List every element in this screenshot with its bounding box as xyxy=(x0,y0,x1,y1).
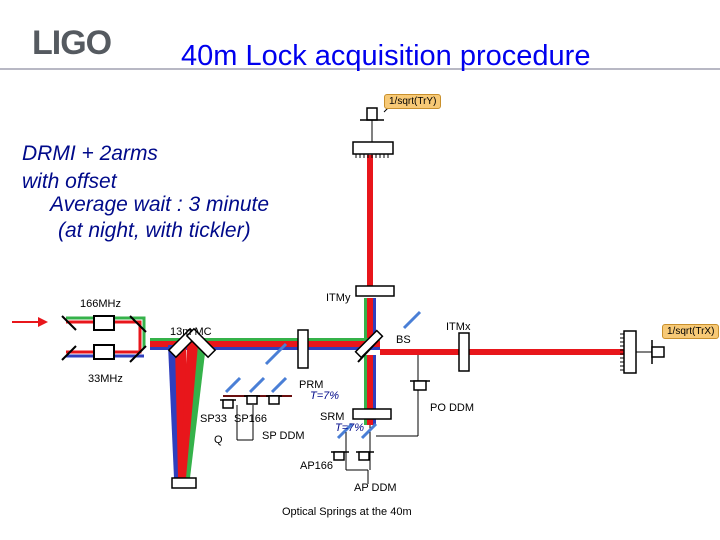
bs-label: BS xyxy=(396,334,411,346)
x-arm-beam xyxy=(380,349,635,355)
freq-166-label: 166MHz xyxy=(80,298,121,310)
slide-title: 40m Lock acquisition procedure xyxy=(181,40,591,72)
itmy-label: ITMy xyxy=(326,292,351,304)
etmx-mirror xyxy=(624,331,636,373)
mc-steer-4 xyxy=(130,346,146,362)
sp166-label: SP166 xyxy=(234,413,268,425)
pickoff-mirror-ap2 xyxy=(362,424,376,438)
trx-detector xyxy=(652,347,664,357)
ap166-label: AP166 xyxy=(300,460,334,472)
itmx-label: ITMx xyxy=(446,321,471,333)
srm-label: SRM xyxy=(320,411,345,423)
etmy-mirror xyxy=(353,142,393,154)
caption: Optical Springs at the 40m xyxy=(282,506,412,518)
note-line-1: DRMI + 2arms xyxy=(22,142,158,165)
note-line-3: Average wait : 3 minute xyxy=(50,193,270,216)
input-arrow xyxy=(38,317,48,327)
sp-ddm-detector xyxy=(266,396,282,404)
pickoff-mirror-sp1 xyxy=(226,378,240,392)
sp166-detector xyxy=(244,396,260,404)
sp33-detector xyxy=(220,400,236,408)
y-arm-beam xyxy=(367,155,373,295)
itmy-mirror xyxy=(356,286,394,296)
prm-transmission: T=7% xyxy=(310,390,340,402)
pickoff-mirror-sp3 xyxy=(272,378,286,392)
ap-ddm-label: AP DDM xyxy=(354,482,397,494)
sp-ddm-label: SP DDM xyxy=(262,430,305,442)
pickoff-mirror-po xyxy=(404,312,420,328)
ap-ddm-detector xyxy=(356,452,374,460)
prm-mirror xyxy=(298,330,308,368)
itmx-mirror xyxy=(459,333,469,371)
mc-mirror-bottom xyxy=(94,345,114,359)
freq-33-label: 33MHz xyxy=(88,373,123,385)
note-line-4: (at night, with tickler) xyxy=(58,219,251,242)
prm-label: PRM xyxy=(299,379,324,391)
refl-dump xyxy=(172,478,196,488)
note-line-2: with offset xyxy=(22,170,117,193)
try-detector xyxy=(367,108,377,120)
i-label: I xyxy=(236,426,239,435)
sp33-label: SP33 xyxy=(200,413,227,425)
ligo-logo: LIGO xyxy=(32,24,112,62)
trx-badge: 1/sqrt(TrX) xyxy=(662,324,719,339)
pickoff-mirror-sp2 xyxy=(250,378,264,392)
po-ddm-label: PO DDM xyxy=(430,402,474,414)
srm-mirror xyxy=(353,409,391,419)
mc-mirror-top xyxy=(94,316,114,330)
mc-label: 13m MC xyxy=(170,326,212,338)
q-label: Q xyxy=(214,434,223,446)
srm-transmission: T=7% xyxy=(335,422,365,434)
po-ddm-detector xyxy=(410,381,430,390)
try-badge: 1/sqrt(TrY) xyxy=(384,94,441,109)
